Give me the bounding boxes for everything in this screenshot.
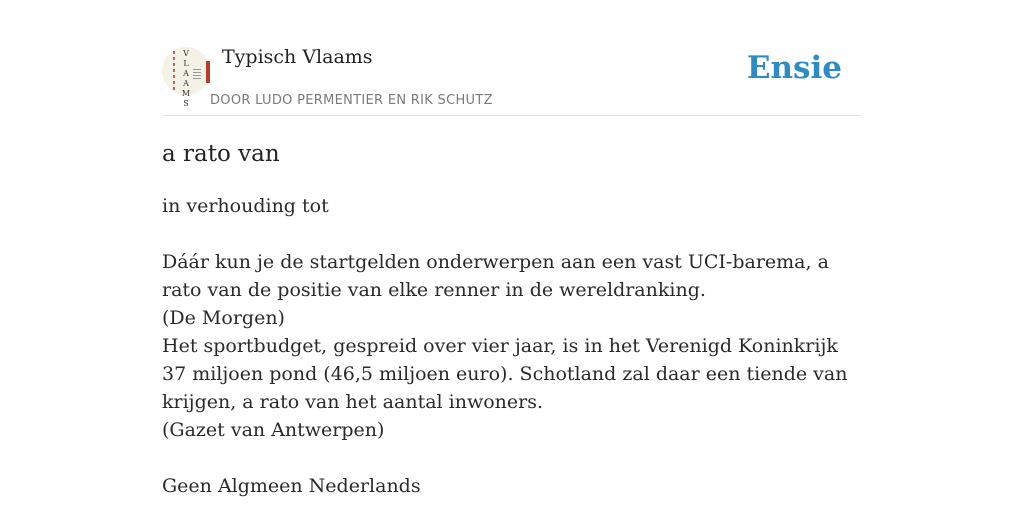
cover-text-lines [193, 69, 201, 79]
book-cover-thumbnail[interactable] [162, 47, 210, 108]
example-text: Het sportbudget, gespreid over vier jaar, is in het Verenigd Koninkrijk 37 miljoen pond (46,5 miljoen euro). Schotland zal daar een tiende van krijgen, a rato van het aantal inwoners. [162, 335, 848, 413]
example-source: (Gazet van Antwerpen) [162, 419, 385, 441]
entry-header [162, 40, 862, 116]
cover-title-letters: V L A A M S [181, 49, 191, 108]
entry-term: a rato van [162, 141, 280, 167]
spacer [162, 444, 862, 472]
book-title[interactable]: Typisch Vlaams [222, 46, 373, 68]
entry-usage-note: Geen Algmeen Nederlands [162, 475, 421, 497]
book-authors: DOOR LUDO PERMENTIER EN RIK SCHUTZ [210, 93, 493, 108]
entry-body [162, 192, 862, 500]
ensie-logo-link[interactable]: Ensie [746, 50, 842, 86]
cover-edge-decoration [206, 61, 210, 83]
example-source: (De Morgen) [162, 307, 285, 329]
cover-spine-decoration [173, 51, 175, 91]
spacer [162, 220, 862, 248]
example-text: Dáár kun je de startgelden onderwerpen aan een vast UCI-barema, a rato van de positie van elke renner in de wereldranking. [162, 251, 829, 301]
entry-definition: in verhouding tot [162, 195, 329, 217]
dictionary-entry [162, 138, 862, 500]
